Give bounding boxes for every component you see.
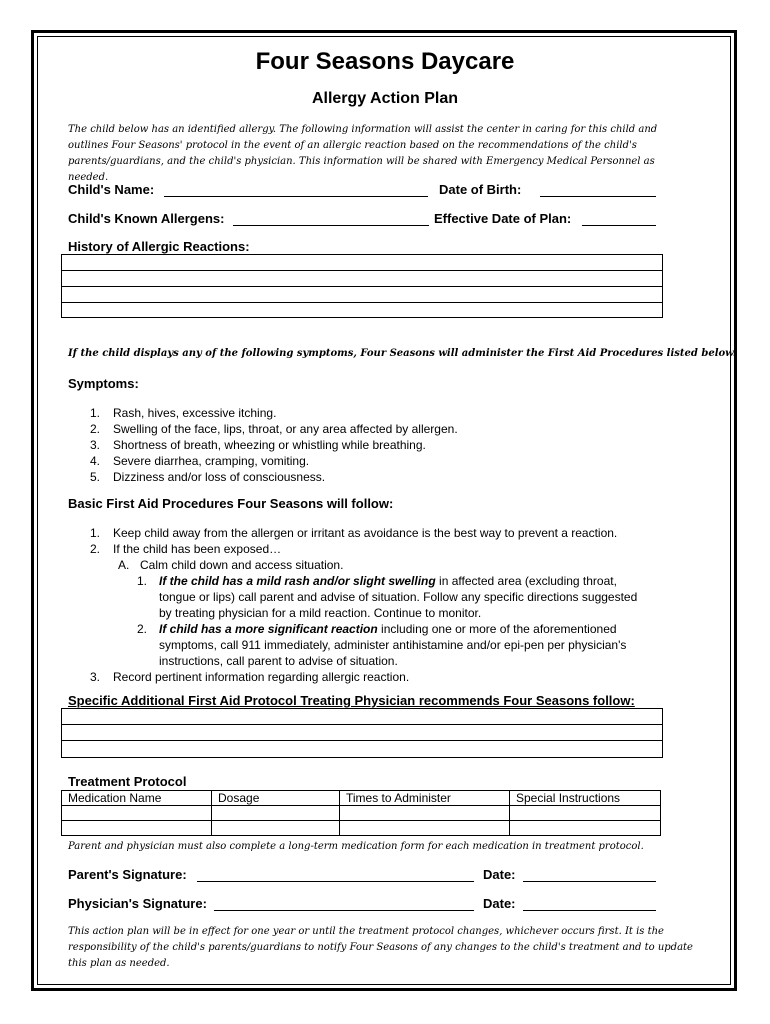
treatment-heading: Treatment Protocol [68, 774, 187, 789]
allergens-label: Child's Known Allergens: [68, 211, 225, 226]
specific-protocol-heading: Specific Additional First Aid Protocol Treating Physician recommends Four Seasons follow: [68, 693, 635, 708]
intro-text: The child below has an identified allergy. The following information will assist the center in caring for this child and outlines Four Seasons' protocol in the event of an allergic reaction based on the recommendations of the child's parents/guardians, and the child's physician. This information will be shared with Emergency Medical Personnel as needed. [68, 124, 658, 183]
physician-signature-label: Physician's Signature: [68, 896, 207, 911]
table-cell[interactable] [62, 821, 212, 836]
item-text: symptoms, call 911 immediately, administer antihistamine and/or epi-pen per physician's [159, 638, 627, 652]
column-header: Medication Name [62, 791, 212, 806]
child-name-field[interactable] [164, 196, 428, 197]
list-item [80, 557, 700, 573]
warning-text: If the child displays any of the following symptoms, Four Seasons will administer the First Aid Procedures listed below. [68, 348, 737, 359]
history-row[interactable] [62, 303, 662, 319]
parent-date-label: Date: [483, 867, 516, 882]
table-row [62, 821, 661, 836]
dob-label: Date of Birth: [439, 182, 522, 197]
history-row[interactable] [62, 255, 662, 271]
child-name-label: Child's Name: [68, 182, 155, 197]
footer-text: This action plan will be in effect for one year or until the treatment protocol changes, whichever occurs first. It is the responsibility of the child's parents/guardians to notify Four Seasons of any changes to the child's treatment and to update this plan as needed. [68, 926, 693, 969]
item-text: If the child has been exposed… [113, 542, 282, 556]
list-item [80, 541, 700, 557]
item-emphasis: If the child has a mild rash and/or slight swelling [159, 574, 436, 588]
item-text: Calm child down and access situation. [140, 558, 344, 572]
item-text: Swelling of the face, lips, throat, or any area affected by allergen. [113, 422, 458, 436]
table-row [62, 806, 661, 821]
item-text: including one or more of the aforementioned [377, 622, 617, 636]
protocol-row[interactable] [62, 709, 662, 725]
history-table [61, 254, 663, 318]
item-text: tongue or lips) call parent and advise of situation. Follow any specific directions suggested [159, 590, 638, 604]
protocol-row[interactable] [62, 725, 662, 741]
item-number: 2. [136, 622, 147, 636]
item-number: 2. [89, 542, 100, 556]
column-header: Times to Administer [340, 791, 510, 806]
table-cell[interactable] [212, 806, 340, 821]
physician-date-label: Date: [483, 896, 516, 911]
item-text: in affected area (excluding throat, [435, 574, 617, 588]
item-number: 3. [89, 438, 100, 452]
treatment-table [61, 790, 661, 836]
table-cell[interactable] [212, 821, 340, 836]
effective-date-label: Effective Date of Plan: [434, 211, 572, 226]
allergens-field[interactable] [233, 225, 429, 226]
table-cell[interactable] [340, 821, 510, 836]
item-emphasis: If child has a more significant reaction [159, 622, 378, 636]
parent-signature-label: Parent's Signature: [68, 867, 187, 882]
item-number: 1. [136, 574, 147, 588]
first-aid-heading: Basic First Aid Procedures Four Seasons will follow: [68, 496, 394, 511]
item-text: Severe diarrhea, cramping, vomiting. [113, 454, 310, 468]
list-item [80, 525, 700, 541]
symptoms-heading: Symptoms: [68, 376, 139, 391]
item-text: Keep child away from the allergen or irritant as avoidance is the best way to prevent a reaction. [113, 526, 618, 540]
protocol-row[interactable] [62, 741, 662, 757]
treatment-note: Parent and physician must also complete a long-term medication form for each medication in treatment protocol. [68, 841, 644, 852]
history-row[interactable] [62, 287, 662, 303]
list-item [80, 573, 700, 589]
table-cell[interactable] [62, 806, 212, 821]
item-number: A. [118, 558, 130, 572]
parent-signature-field[interactable] [197, 881, 474, 882]
table-cell[interactable] [340, 806, 510, 821]
item-text: Shortness of breath, wheezing or whistling while breathing. [113, 438, 426, 452]
physician-date-field[interactable] [523, 910, 656, 911]
table-cell[interactable] [510, 806, 661, 821]
item-number: 1. [89, 406, 100, 420]
form-subtitle: Allergy Action Plan [311, 90, 459, 107]
history-row[interactable] [62, 271, 662, 287]
specific-protocol-table [61, 708, 663, 758]
column-header: Dosage [212, 791, 340, 806]
parent-date-field[interactable] [523, 881, 656, 882]
item-number: 4. [89, 454, 100, 468]
page-title: Four Seasons Daycare [255, 48, 515, 75]
column-header: Special Instructions [510, 791, 661, 806]
item-number: 2. [89, 422, 100, 436]
history-label: History of Allergic Reactions: [68, 239, 250, 254]
item-number: 3. [89, 670, 100, 684]
physician-signature-field[interactable] [214, 910, 474, 911]
item-number: 1. [89, 526, 100, 540]
dob-field[interactable] [540, 196, 656, 197]
list-item [80, 621, 700, 637]
table-header-row [62, 791, 661, 806]
list-item [80, 669, 700, 685]
effective-date-field[interactable] [582, 225, 656, 226]
item-number: 5. [89, 470, 100, 484]
item-text: by treating physician for a mild reaction. Continue to monitor. [159, 606, 482, 620]
first-aid-list [80, 525, 700, 685]
item-text: Rash, hives, excessive itching. [113, 406, 277, 420]
item-text: instructions, call parent to advise of situation. [159, 654, 398, 668]
table-cell[interactable] [510, 821, 661, 836]
item-text: Record pertinent information regarding allergic reaction. [113, 670, 410, 684]
item-text: Dizziness and/or loss of consciousness. [113, 470, 326, 484]
